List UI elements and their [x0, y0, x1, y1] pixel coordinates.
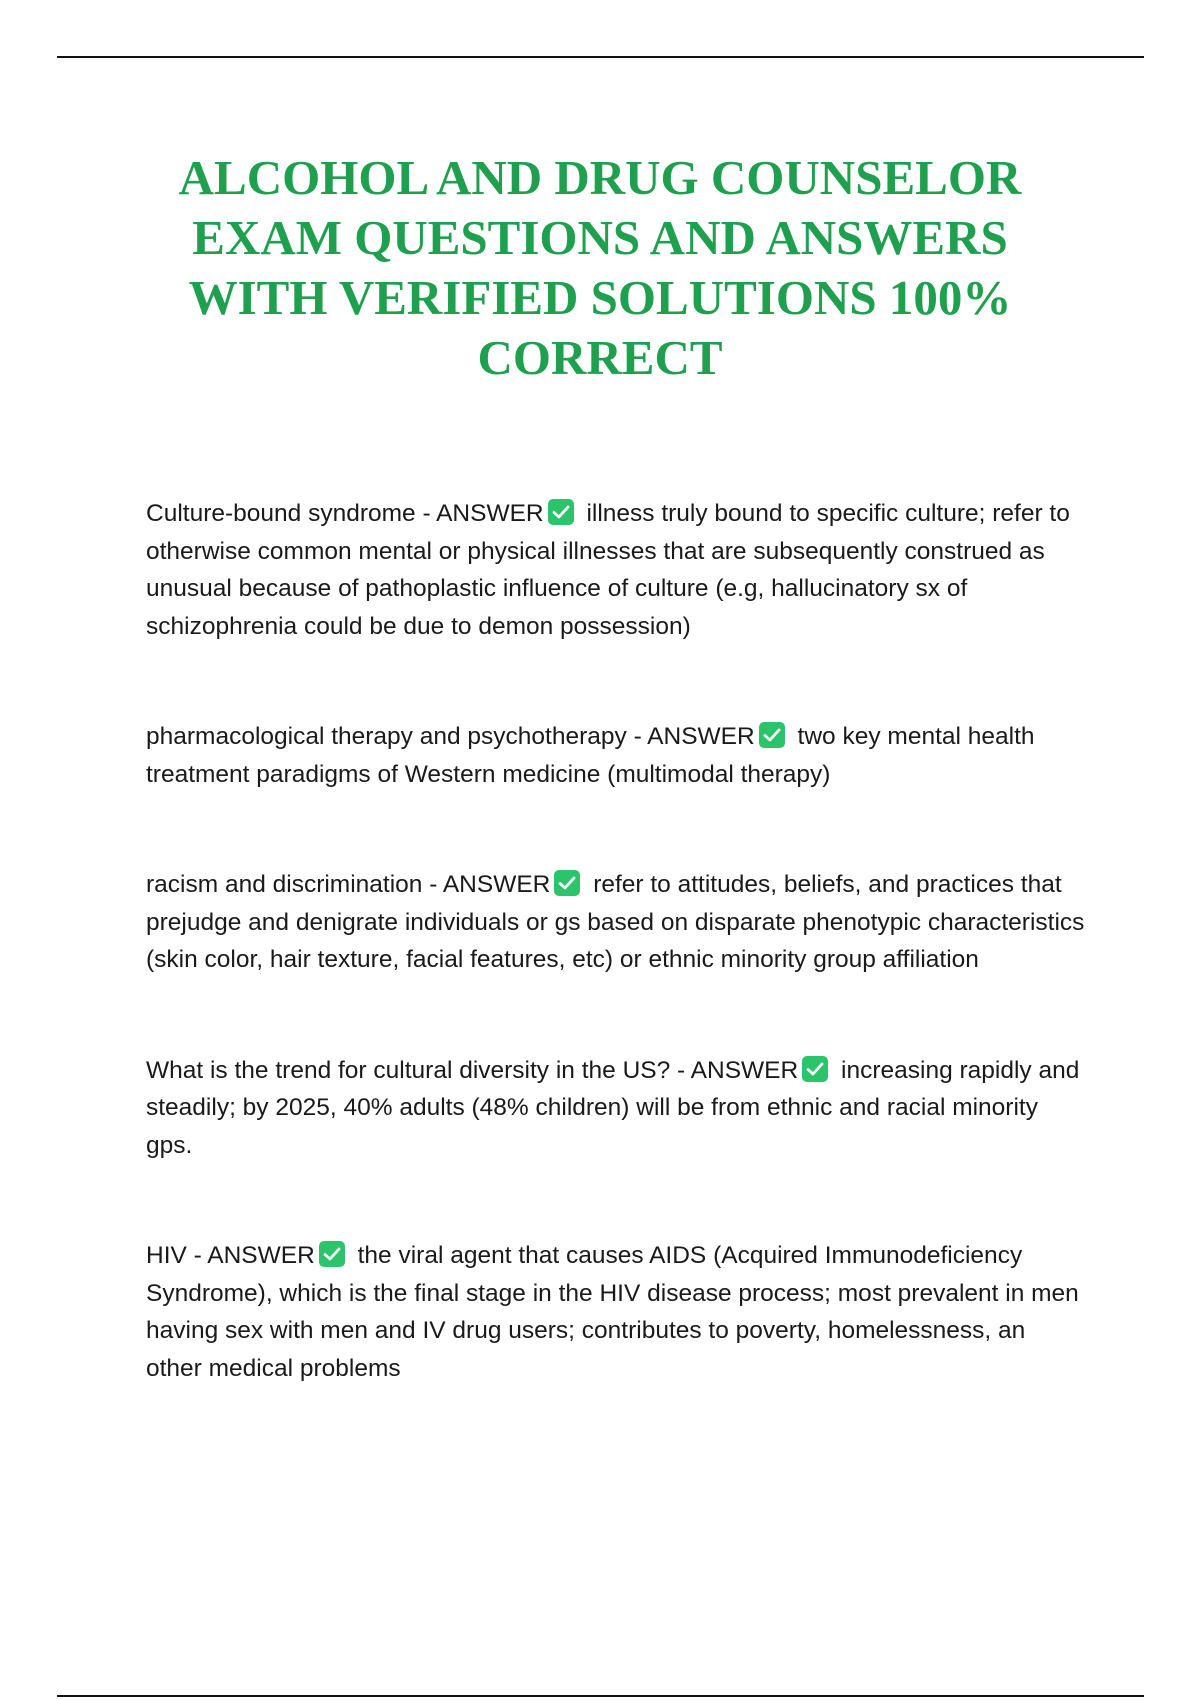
document-title [100, 148, 1100, 388]
question-term: Culture-bound syndrome [146, 500, 416, 527]
question-term: racism and discrimination [146, 871, 423, 898]
top-rule [57, 56, 1144, 58]
bottom-rule [57, 1695, 1144, 1697]
checkmark-icon [319, 1241, 345, 1267]
answer-text: illness truly bound to specific culture; refer to otherwise common mental or physical illnesses that are subsequently construed as unusual because of pathoplastic influence of culture (e.g, hallucinatory sx of schizophrenia could be due to demon possession) [146, 500, 1070, 640]
answer-label: - ANSWER [186, 1242, 315, 1269]
answer-text: two key mental health treatment paradigms of Western medicine (multimodal therapy) [146, 723, 1035, 788]
qa-item [146, 866, 1086, 979]
answer-label: - ANSWER [626, 723, 755, 750]
answer-text: increasing rapidly and steadily; by 2025, 40% adults (48% children) will be from ethnic and racial minority gps. [146, 1056, 1080, 1159]
qa-item [146, 1052, 1086, 1165]
qa-list [146, 495, 1086, 1387]
answer-text: refer to attitudes, beliefs, and practices that prejudge and denigrate individuals or gs based on disparate phenotypic characteristics (skin color, hair texture, facial features, etc) or ethnic minority group affiliation [146, 871, 1085, 973]
answer-label: - ANSWER [415, 500, 544, 527]
checkmark-icon [759, 722, 785, 748]
answer-label: - ANSWER [422, 871, 551, 898]
question-term: What is the trend for cultural diversity in the US? [146, 1056, 671, 1084]
title-line: ALCOHOL AND DRUG COUNSELOR [178, 150, 1022, 205]
checkmark-icon [802, 1056, 828, 1082]
question-term: pharmacological therapy and psychotherapy [146, 723, 627, 750]
answer-label: - ANSWER [670, 1056, 799, 1084]
answer-text: the viral agent that causes AIDS (Acquired Immunodeficiency Syndrome), which is the final stage in the HIV disease process; most prevalent in men having sex with men and IV drug users; contributes to poverty, homelessness, an other medical problems [146, 1242, 1079, 1382]
checkmark-icon [554, 870, 580, 896]
checkmark-icon [548, 499, 574, 525]
qa-item [146, 1237, 1086, 1387]
title-line: WITH VERIFIED SOLUTIONS 100% [188, 270, 1012, 325]
qa-item [146, 718, 1086, 793]
title-line: CORRECT [477, 330, 723, 385]
question-term: HIV [146, 1242, 187, 1269]
title-line: EXAM QUESTIONS AND ANSWERS [192, 210, 1008, 265]
qa-item [146, 495, 1086, 645]
